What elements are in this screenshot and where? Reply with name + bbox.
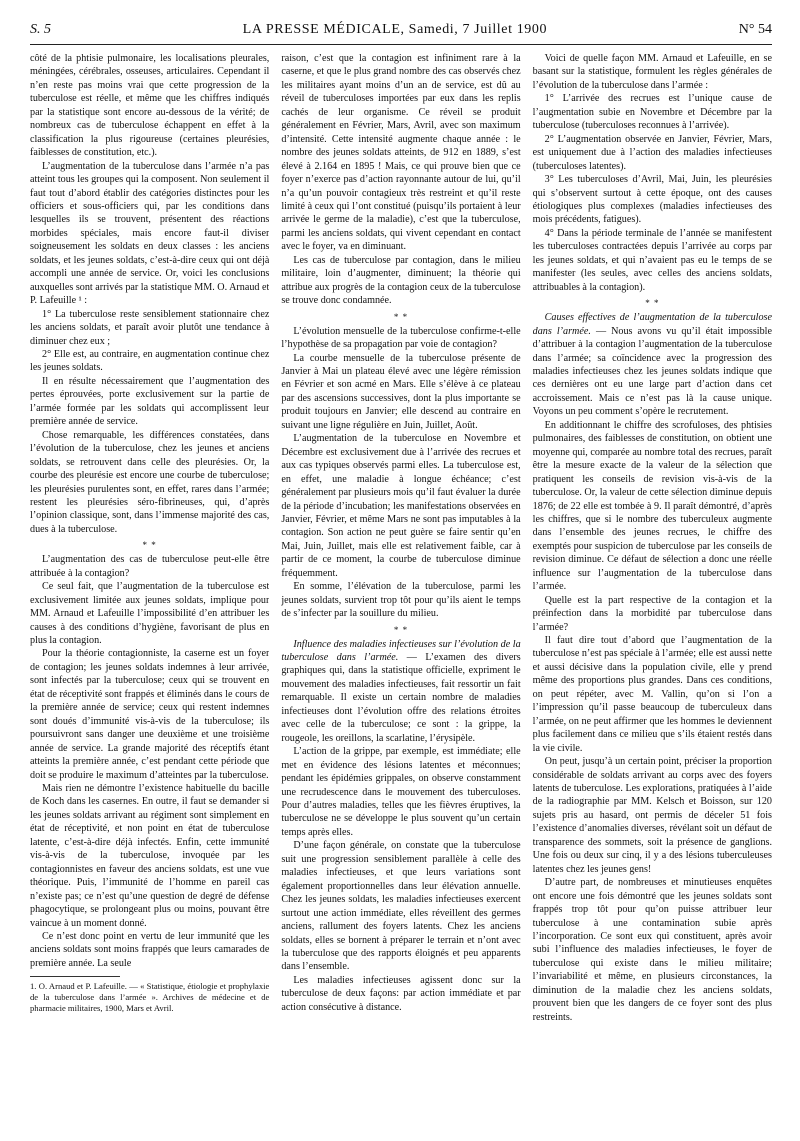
section-separator: * * bbox=[393, 311, 409, 322]
paragraph: Il faut dire tout d’abord que l’augmentation de la tuberculose n’est pas spéciale à l’armée; elle est aussi nette et aussi décisive dans la population civile, elle y prend même des proportions plus grandes. Dans ces conditions, on peut répéter, avec M. Vallin, qu’on si l’on a l’impression qu’il passe beaucoup de tuberculeux dans l’armée, on ne peut affirmer que les hommes le deviennent plus facilement dans ce milieu que s’ils étaient restés dans la vie civile. bbox=[532, 635, 772, 754]
footnote: 1. O. Arnaud et P. Lafeuille. — « Statistique, étiologie et prophylaxie de la tuberculose dans l’armée ». Archives de médecine et de pharmacie militaires, 1900, Mars et Avril. bbox=[30, 981, 270, 1014]
column-1 bbox=[30, 52, 269, 1135]
paragraph: Les maladies infectieuses agissent donc sur la tuberculose de deux façons: par action immédiate et par action consécutive à distance. bbox=[281, 974, 521, 1013]
paragraph: En somme, l’élévation de la tuberculose, parmi les jeunes soldats, survient trop tôt pour qu’ils aient le temps de s’infecter par la souillure du milieu. bbox=[281, 581, 521, 620]
paragraph-text: — Nous avons vu qu’il était impossible d’attribuer à la contagion l’augmentation de la tuberculose dans l’armée; sa coïncidence avec la progression des maladies infectieuses chez les jeunes soldats indique que ces dernières ont eu une large part d’action dans cet accroissement. Mais ce n’est pas là la cause unique. Voyons un peu comment s’opère le recrutement. bbox=[532, 325, 772, 418]
paragraph: Les cas de tuberculose par contagion, dans le milieu militaire, loin d’augmenter, diminuent; la théorie qui attribue aux progrès de la contagion ceux de la tuberculose se trouve donc condamnée. bbox=[281, 254, 521, 307]
paragraph: 3° Les tuberculoses d’Avril, Mai, Juin, les pleurésies qui s’observent surtout à cette époque, ont des causes étiologiques plus complexes (maladies infectieuses des mois précédents, fatigues). bbox=[532, 174, 772, 226]
column-2 bbox=[281, 52, 520, 1135]
paragraph: Ce n’est donc point en vertu de leur immunité que les anciens soldats sont moins frappés que leurs camarades de première année. La seule bbox=[30, 931, 270, 969]
section-separator: * * bbox=[393, 624, 409, 635]
paragraph: Mais rien ne démontre l’existence habituelle du bacille de Koch dans les casernes. En outre, il faut se demander si les jeunes soldats arrivant au régiment sont simplement en état de réceptivité, et non point en état de tuberculose latente, c’est-à-dire déjà infectés. Enfin, cette immunité vis-à-vis de la tuberculose, invoquée par les contagionnistes en faveur des anciens soldats, est une vue théorique. Puis, l’immunité de l’homme en pareil cas n’existe pas; ce n’est qu’une question de degré de défense phagocytique, se prolongeant plus ou moins, pouvant être vaincue à un moment donné. bbox=[30, 783, 270, 929]
paragraph: On peut, jusqu’à un certain point, préciser la proportion considérable de soldats arrivant au corps avec des foyers latents de tuberculose. Les explorations, pratiquées à l’aide de la radiographie par MM. Kelsch et Boisson, sur 120 sujets pris au hasard, ont permis de déceler 51 fois l’existence d’anomalies diverses, révélant soit un défaut de transparence des sommets, soit la présence de ganglions. Une fois ou deux sur cinq, il y a des lésions tuberculeuses latentes chez les jeunes gens! bbox=[532, 756, 772, 875]
paragraph: raison, c’est que la contagion est infiniment rare à la caserne, et que le plus grand nombre des cas observés chez les militaires ayant moins d’un an de service, est dû au réveil de tuberculoses importées par eux dans les replis cachés de leur organisme. Ce réveil se produit généralement en Février, Mars, Avril, avec son maximum d’intensité. Cette intensité augmente chaque année : le nombre des jeunes soldats atteints, de 912 en 1889, s’est élevé à 2.164 en 1895 ! Mais, ce qui prouve bien que ce foyer n’exerce pas d’action rayonnante autour de lui, qu’il n’a qu’un pouvoir contagieux très restreint et qu’il reste limité à ceux qui l’ont constitué (puisqu’ils portaient à leur arrivée le germe de la maladie), c’est que la tuberculose, parmi les anciens soldats, qui vivent cependant en contact avec le foyer, va en diminuant. bbox=[281, 53, 521, 253]
paragraph: L’augmentation de la tuberculose dans l’armée n’a pas atteint tous les groupes qui la composent. Non seulement il faut tout d’abord établir des catégories distinctes pour les officiers et sous-officiers qui, par les conditions dans lesquelles ils se trouvent, présentent des réactions morbides spéciales, mais encore faut-il diviser soigneusement les soldats en deux classes : les anciens soldats, et les jeunes soldats, c’est-à-dire ceux qui ont déjà accompli une année de service. Or, voici les conclusions auxquelles sont arrivés par la statistique MM. O. Arnaud et P. Lafeuille ¹ : bbox=[30, 160, 270, 307]
section-heading-paragraph bbox=[281, 638, 520, 746]
paragraph: La courbe mensuelle de la tuberculose présente de Janvier à Mai un plateau élevé avec une légère rémission en Février et son acmé en Mars. Elle s’élève à ce plateau par des ascensions successives, dont la plus importante se produit toujours en Janvier; elle descend au contraire en suivant une ligne régulière en Juin, Juillet, Août. bbox=[281, 352, 521, 431]
issue-number: N° 54 bbox=[738, 22, 772, 37]
paragraph: Quelle est la part respective de la contagion et la préinfection dans la morbidité par tuberculose dans l’armée? bbox=[532, 594, 772, 633]
section-separator: * * bbox=[645, 298, 660, 309]
paragraph: En additionnant le chiffre des scrofuloses, des phtisies pulmonaires, des faiblesses de constitution, on obtient une moyenne qui, comparée au nombre total des recrues, paraît être la mesure exacte de la valeur de la sélection que pratiquent les conseils de revision vis-à-vis de la tuberculose. Or, la valeur de cette sélection diminue depuis 1876; de 22 elle est tombée à 9. Il paraît démontré, d’après les chiffres, que si le nombre des tuberculeux augmente dans l’ensemble des jeunes recrues, le chiffre des exemptés pour suspicion de tuberculose par les conseils de revision diminue. Ce défaut de sélection a donc une réelle influence sur l’augmentation de la tuberculose dans l’armée. bbox=[532, 419, 772, 593]
section-heading-paragraph bbox=[533, 311, 772, 419]
paragraph: Chose remarquable, les différences constatées, dans l’évolution de la tuberculose, chez les jeunes et anciens soldats, se retrouvent dans celle des pleurésies. Or, la courbe des pleurésie est encore une courbe de tuberculose; les pleurésies purulentes sont, en effet, rares dans l’armée; restent les pleurésies séro-fibrineuses, qui, d’après l’opinion classique, sont, dans l’immense majorité des cas, dues à la tuberculose. bbox=[30, 429, 270, 535]
article-columns bbox=[30, 52, 772, 1135]
paragraph: côté de la phtisie pulmonaire, les localisations pleurales, méningées, cérébrales, osseuses, articulaires. Cependant il n’en reste pas moins vrai que cette progression de la tuberculose est réelle, et même que les chiffres indiqués par la statistique sont encore au-dessous de la vérité; de nombreux cas de tuberculose échappent en effet à la classification la plus rigoureuse (certaines pleurésies, faiblesses de constitution, etc.). bbox=[30, 53, 270, 159]
paragraph: L’augmentation de la tuberculose en Novembre et Décembre est exclusivement due à l’arrivée des recrues et aux cas typiques observés parmi elles. La tuberculose est, en effet, une maladie à longue échéance; c’est généralement par plusieurs mois qu’il faut évaluer la durée de la période d’incubation; les manifestations observées en Janvier, Février, et même Mars ne sont pas imputables à la contagion. Son action ne peut guère se faire sentir qu’en Mai, Juin, Juillet, mais elle est relativement faible, car à partir de ce moment, la courbe de tuberculose diminue fréquemment. bbox=[281, 433, 521, 579]
paragraph: Pour la théorie contagionniste, la caserne est un foyer de contagion; les jeunes soldats indemnes à leur arrivée, sont infectés par la tuberculose; ceux qui se trouvent en état de réceptivité sont frappés et éliminés dans le cours de la première année de service; ceux qui restent indemnes sont doués d’immunité vis-à-vis de la tuberculose; ils poursuivront sans danger une deuxième et une troisième année de service. La grande majorité des réceptifs étant atteints la première année, c’est pendant cette période que doit se produire le maximum d’atteintes par la tuberculose. bbox=[30, 648, 270, 781]
paragraph: 2° Elle est, au contraire, en augmentation continue chez les jeunes soldats. bbox=[30, 348, 270, 374]
column-3 bbox=[533, 52, 772, 1135]
paragraph: D’autre part, de nombreuses et minutieuses enquêtes ont encore une fois démontré que les jeunes soldats sont frappés trop tôt pour qu’on puisse attribuer leur tuberculose à une contamination subie après l’incorporation. Ce sont eux qui constituent, après avoir subi l’influence des maladies infectieuses, le foyer de tuberculose qui existe dans le milieu militaire; l’invariabilité et même, en plusieurs circonstances, la diminution de la maladie chez les anciens soldats, prouvent bien que les dangers de ce foyer sont des plus restreints. bbox=[532, 877, 772, 1023]
paragraph: Voici de quelle façon MM. Arnaud et Lafeuille, en se basant sur la statistique, formulent les règles générales de l’évolution de la tuberculose dans l’armée : bbox=[532, 53, 772, 91]
paragraph-text: — L’examen des divers graphiques qui, dans la statistique officielle, expriment le mouvement des maladies infectieuses, fait ressortir un fait remarquable. Il existe un certain nombre de maladies infectieuses dont l’évolution offre des relations étroites avec celle de la tuberculose; ce sont : la grippe, la rougeole, les oreillons, la scarlatine, l’érysipèle. bbox=[281, 652, 521, 744]
paragraph: 4° Dans la période terminale de l’année se manifestent les tuberculoses contractées depuis l’arrivée au corps par les jeunes soldats, et qui n’avaient pas eu le temps de se manifester (les seules, avec celles des anciens soldats, attribuables à la contagion). bbox=[532, 227, 772, 293]
paragraph: 1° L’arrivée des recrues est l’unique cause de l’augmentation subie en Novembre et Décembre par la tuberculose (tuberculoses reconnues à l’arrivée). bbox=[532, 93, 772, 132]
paragraph: L’action de la grippe, par exemple, est immédiate; elle met en évidence des lésions latentes et méconnues; pendant les épidémies grippales, on observe constamment une recrudescence dans le mouvement des tuberculoses. Pour d’autres maladies, telles que les fièvres éruptives, la tuberculose ne se développe le plus souvent qu’un certain temps après elles. bbox=[281, 746, 521, 838]
page-header bbox=[30, 22, 772, 42]
paragraph: L’augmentation des cas de tuberculose peut-elle être attribuée à la contagion? bbox=[30, 554, 270, 579]
section-separator: * * bbox=[142, 540, 157, 551]
journal-title: LA PRESSE MÉDICALE, Samedi, 7 Juillet 1900 bbox=[242, 22, 548, 37]
footnote-rule bbox=[30, 976, 120, 977]
paragraph: Ce seul fait, que l’augmentation de la tuberculose est exclusivement limitée aux jeunes soldats, implique pour MM. Arnaud et Lafeuille l’impossibilité d’en attribuer les causes à des conditions d’hygiène, favorisant de plus en plus la contagion. bbox=[30, 581, 270, 647]
header-rule bbox=[30, 44, 772, 45]
paragraph: 2° L’augmentation observée en Janvier, Février, Mars, est uniquement due à l’action des maladies infectieuses (tuberculoses latentes). bbox=[532, 133, 772, 172]
paragraph: L’évolution mensuelle de la tuberculose confirme-t-elle l’hypothèse de sa propagation par voie de contagion? bbox=[281, 325, 521, 351]
paragraph: 1° La tuberculose reste sensiblement stationnaire chez les anciens soldats, et paraît avoir plutôt une tendance à diminuer chez eux ; bbox=[30, 308, 270, 347]
page-label: S. 5 bbox=[30, 22, 51, 37]
section-heading: Causes effectives de l’augmentation de la tuberculose dans l’armée. bbox=[532, 312, 772, 337]
paragraph: Il en résulte nécessairement que l’augmentation des pertes éprouvées, porte exclusivement sur la partie de l’armée formée par les soldats qui accomplissent leur première année de service. bbox=[30, 375, 270, 428]
paragraph: D’une façon générale, on constate que la tuberculose suit une progression sensiblement parallèle à celle des maladies infectieuses, et que leurs variations sont également proportionnelles dans leur élévation annuelle. Chez les jeunes soldats, les maladies infectieuses exercent surtout une action immédiate, elles réveillent des germes anciens, rallument des foyers latents. Chez les anciens soldats, elles se bornent à préparer le terrain et n’ont avec la tuberculose que des rapports éloignés et peu apparents dans l’ensemble. bbox=[281, 840, 521, 973]
section-heading: Influence des maladies infectieuses sur l’évolution de la tuberculose dans l’armée. bbox=[281, 638, 521, 664]
